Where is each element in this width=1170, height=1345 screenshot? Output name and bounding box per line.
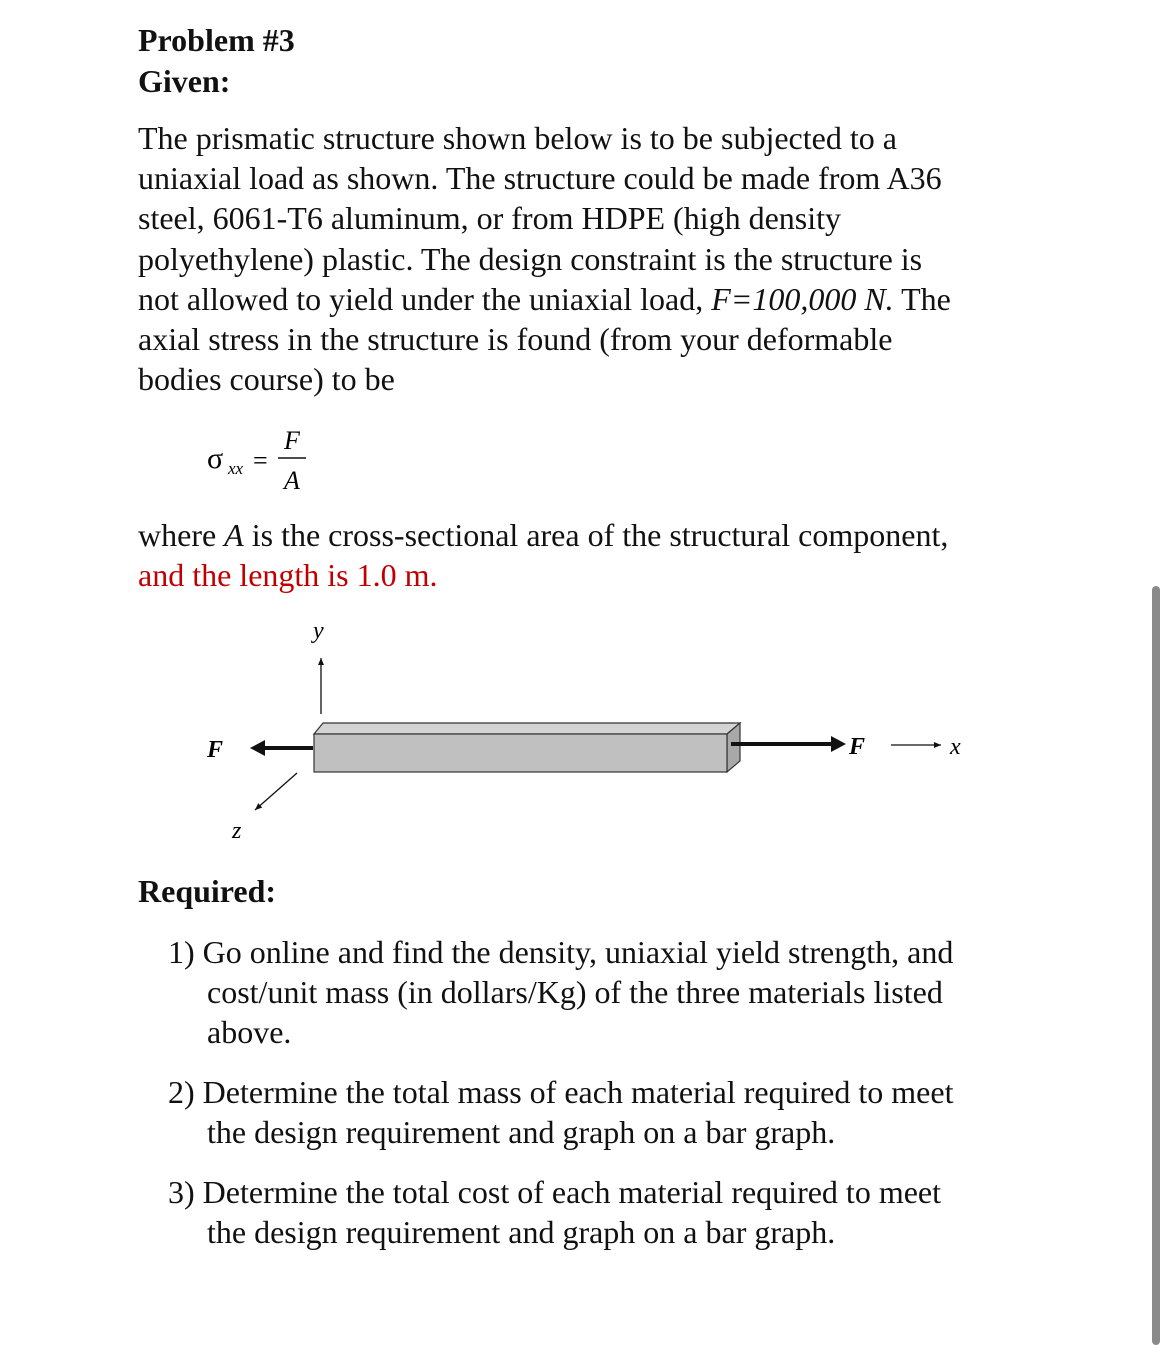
required-item-line: above. (207, 1014, 292, 1050)
z-axis-label: z (232, 818, 242, 844)
load-value: F=100,000 N. (711, 280, 894, 317)
intro-line: uniaxial load as shown. The structure could be made from A36 (138, 160, 942, 197)
right-force-label: F (849, 734, 866, 760)
length-note: and the length is 1.0 m. (138, 557, 438, 594)
where-line (138, 515, 1038, 555)
required-item-line: the design requirement and graph on a bar graph. (207, 1114, 836, 1150)
intro-paragraph (138, 118, 1038, 399)
intro-line: The prismatic structure shown below is to be subjected to a (138, 120, 897, 156)
intro-line: axial stress in the structure is found (from your deformable (138, 320, 893, 357)
where-var: A (224, 517, 244, 553)
intro-line-load (138, 279, 1038, 319)
sigma-subscript: xx (228, 459, 244, 478)
vertical-scrollbar[interactable] (1152, 586, 1160, 1345)
numerator: F (284, 426, 300, 455)
intro-line5-pre: not allowed to yield under the uniaxial load, (138, 280, 712, 317)
y-axis-label: y (313, 618, 324, 644)
intro-line: polyethylene) plastic. The design constraint is the structure is (138, 240, 923, 277)
required-item-line: cost/unit mass (in dollars/Kg) of the three materials listed (207, 974, 943, 1010)
denominator: A (284, 466, 300, 495)
stress-equation (195, 418, 335, 498)
left-force-arrowhead (250, 740, 265, 756)
required-item-3 (168, 1172, 1048, 1252)
problem-title: Problem #3 (138, 22, 295, 58)
where-post: is the cross-sectional area of the structural component, (243, 517, 949, 553)
required-label: Required: (138, 873, 277, 909)
required-item-first-line: 3) Determine the total cost of each material required to meet (168, 1174, 941, 1210)
bar-front-face (314, 734, 727, 772)
z-axis-arrow (255, 773, 297, 810)
bar-top-face (314, 723, 740, 734)
required-item-line: the design requirement and graph on a bar graph. (207, 1214, 836, 1250)
x-axis-label: x (950, 734, 961, 760)
given-label: Given: (138, 63, 231, 99)
right-force-arrowhead (831, 736, 846, 752)
intro-line: bodies course) to be (138, 361, 395, 398)
intro-line: steel, 6061-T6 aluminum, or from HDPE (high density (138, 200, 842, 237)
required-item-1 (168, 932, 1048, 1052)
sigma-symbol: σ (207, 442, 224, 475)
required-item-first-line: 1) Go online and find the density, uniaxial yield strength, and (168, 934, 954, 970)
equals-sign: = (253, 446, 268, 475)
prismatic-bar-diagram (0, 600, 1170, 860)
required-item-2 (168, 1072, 1048, 1152)
intro-line5-post: The (893, 280, 951, 317)
where-paragraph (138, 515, 1038, 595)
required-item-first-line: 2) Determine the total mass of each material required to meet (168, 1074, 954, 1110)
where-pre: where (138, 517, 225, 553)
left-force-label: F (207, 737, 224, 763)
